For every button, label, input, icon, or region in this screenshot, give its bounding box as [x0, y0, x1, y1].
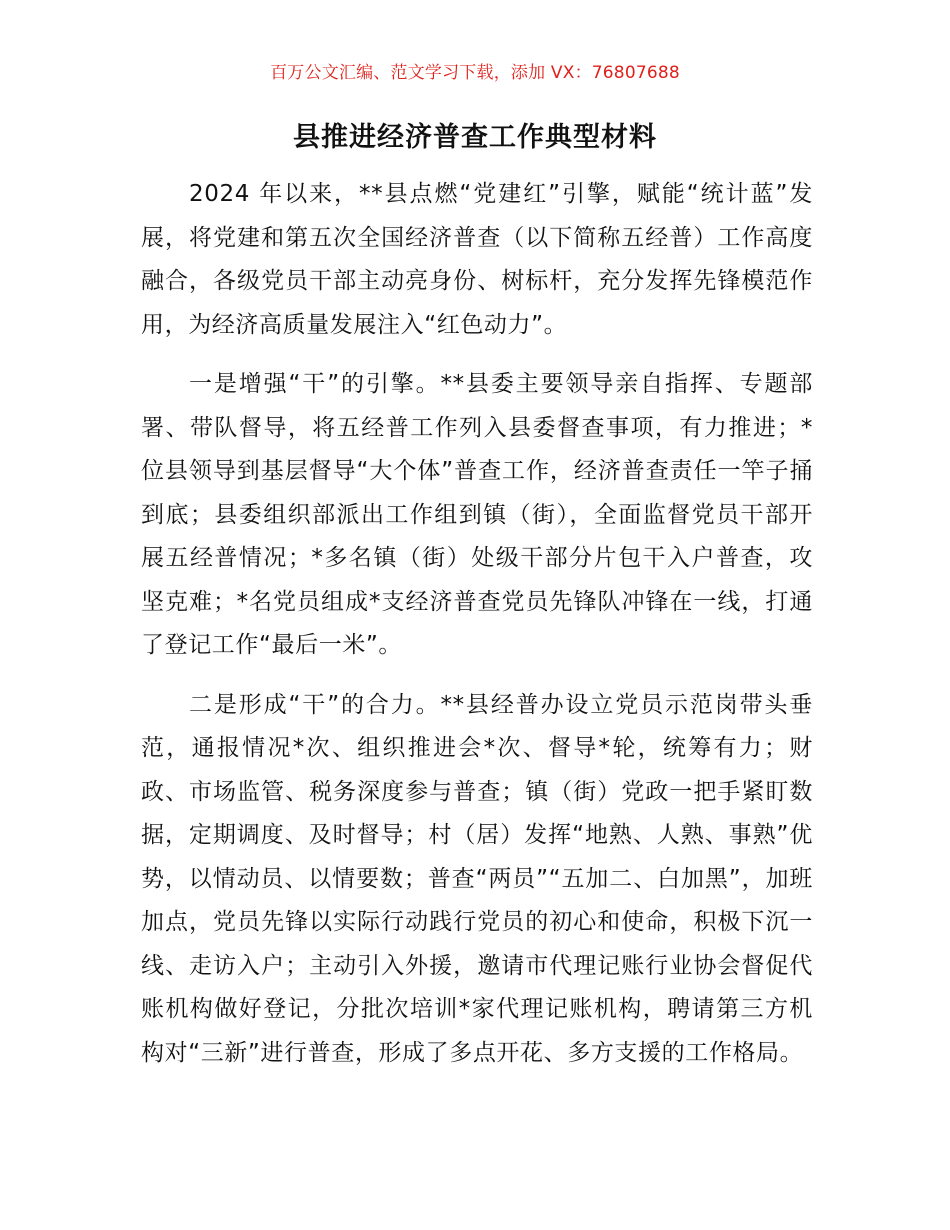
paragraph-intro: 2024 年以来，**县点燃“党建红”引擎，赋能“统计蓝”发展，将党建和第五次全国经济普查（以下简称五经普）工作高度融合，各级党员干部主动亮身份、树标杆，充分发挥先锋模范作用，为经济高质量发展注入“红色动力”。: [141, 181, 813, 338]
paragraph-point-one: 一是增强“干”的引擎。**县委主要领导亲自指挥、专题部署、带队督导，将五经普工作列入县委督查事项，有力推进；*位县领导到基层督导“大个体”普查工作，经济普查责任一竿子捅到底；县委组织部派出工作组到镇（街），全面监督党员干部开展五经普情况；*多名镇（街）处级干部分片包干入户普查，攻坚克难；*名党员组成*支经济普查党员先锋队冲锋在一线，打通了登记工作“最后一米”。: [141, 371, 813, 658]
document-body: [141, 173, 813, 1091]
document-title: 县推进经济普查工作典型材料: [293, 122, 657, 153]
watermark-header: 百万公文汇编、范文学习下载，添加 VX：76807688: [270, 63, 680, 83]
paragraph-point-two: 二是形成“干”的合力。**县经普办设立党员示范岗带头垂范，通报情况*次、组织推进会*次、督导*轮，统筹有力；财政、市场监管、税务深度参与普查；镇（街）党政一把手紧盯数据，定期调度、及时督导；村（居）发挥“地熟、人熟、事熟”优势，以情动员、以情要数；普查“两员”“五加二、白加黑”，加班加点，党员先锋以实际行动践行党员的初心和使命，积极下沉一线、走访入户；主动引入外援，邀请市代理记账行业协会督促代账机构做好登记，分批次培训*家代理记账机构，聘请第三方机构对“三新”进行普查，形成了多点开花、多方支援的工作格局。: [141, 691, 813, 1066]
